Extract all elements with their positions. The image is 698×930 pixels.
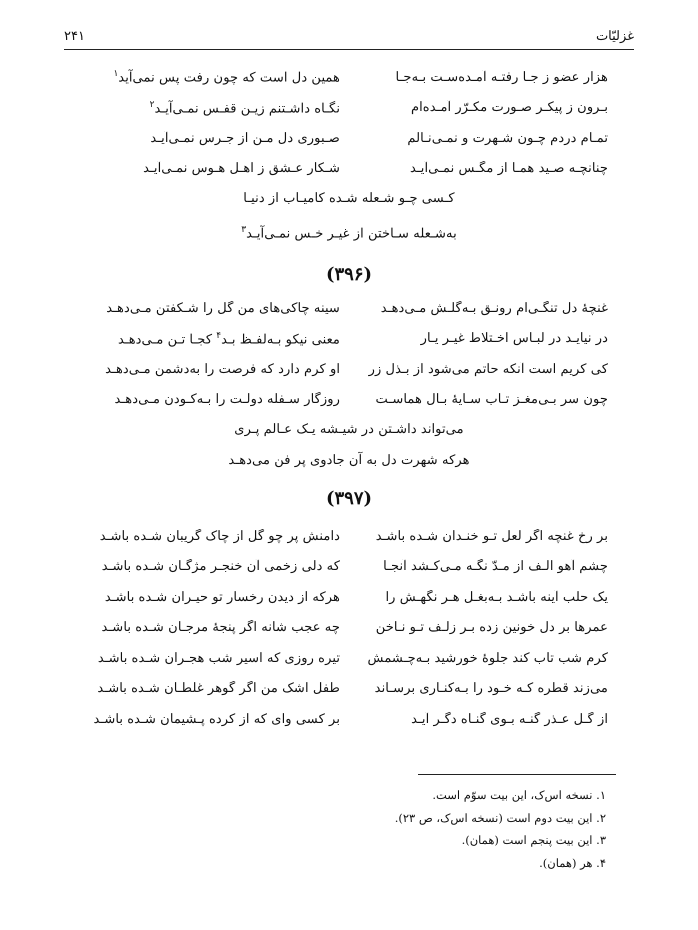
second-hemistich: او کرم دارد که فرصت را به‌دشمن مـی‌دهـد	[105, 361, 340, 377]
first-hemistich: در نیایـد در لبـاس اخـتلاط غیـر یـار	[420, 331, 608, 347]
first-hemistich: تمـام دردم چـون شـهرت و نمـی‌نـالم	[407, 130, 608, 146]
footnote-divider	[418, 774, 616, 775]
first-hemistich: عمرها بر دل خونین زده بـر زلـف تـو نـاخن	[375, 620, 608, 636]
closing-couplet-first: کـسی چـو شـعله شـده کامیـاب از دنیـا	[243, 191, 455, 206]
hemistich-text: نگـاه داشـتنم زیـن قفـس نمـی‌آیـد	[154, 100, 340, 116]
ghazal-397	[90, 521, 608, 735]
couplet	[90, 62, 608, 93]
first-hemistich: بـرون ز پیکـر صـورت مکـرّر آمـده‌ام	[410, 100, 608, 116]
couplet	[90, 704, 608, 735]
closing-couplet-second: هرکه شهرت دل به آن جادوی پر فن می‌دهـد	[228, 452, 470, 468]
second-hemistich: شـکار عـشق ز اهـل هـوس نمـی‌آیـد	[143, 161, 340, 177]
second-hemistich: که دلی زخمی آن خنجـر مژگـان شـده باشـد	[101, 559, 340, 575]
second-hemistich: چه عجب شانه اگر پنجۀ مرجـان شـده باشـد	[101, 620, 340, 636]
couplet	[90, 385, 608, 416]
first-hemistich: چون سر بـی‌مغـز تـاب سـایۀ بـال هماسـت	[375, 392, 608, 408]
couplet	[90, 552, 608, 583]
couplet	[90, 354, 608, 385]
first-hemistich: کی کریم است آنکه حاتم می‌شود از بـذل زر	[368, 361, 608, 377]
hemistich-text: به‌شـعله سـاختن از غیـر خـس نمـی‌آیـد	[246, 225, 457, 241]
first-hemistich: چنانچـه صـید همـا از مگـس نمـی‌آیـد	[410, 161, 608, 177]
second-hemistich: بر کسی وای که از کرده پـشیمان شـده باشـد	[93, 711, 340, 727]
page-number: ۲۴۱	[64, 29, 85, 44]
couplet	[90, 293, 608, 324]
second-hemistich: روزگار سـفله دولـت را بـه‌کـودن مـی‌دهـد	[114, 392, 340, 408]
couplet	[90, 324, 608, 355]
footnote: ۱. نسخه اس‌ک، این بیت سوّم است.	[432, 788, 606, 802]
second-hemistich: دامنش پر چو گل از چاک گریبان شـده باشـد	[99, 528, 340, 544]
ghazal-number: (۳۹۷)	[325, 488, 373, 509]
footnotes	[395, 784, 606, 874]
couplet	[90, 93, 608, 124]
footnote-marker: ۲	[149, 99, 155, 110]
closing-couplet-first: می‌تواند داشـتن در شیـشه یـک عـالم پـری	[234, 422, 464, 437]
footnote: ۳. این بیت پنجم است (همان).	[461, 833, 606, 847]
first-hemistich: غنچۀ دل تنگـی‌ام رونـق بـه‌گلـش مـی‌دهـد	[380, 300, 608, 316]
second-hemistich	[90, 69, 340, 85]
couplet	[90, 521, 608, 552]
first-hemistich: یک حلب آینه باشـد بـه‌بغـل هـر نگهـش را	[385, 589, 608, 605]
second-hemistich: سینه چاکی‌های من گل را شـکفتن مـی‌دهـد	[106, 300, 340, 316]
first-hemistich: می‌زند قطره کـه خـود را بـه‌کنـاری برسـاند	[374, 681, 608, 697]
second-hemistich: تیره روزی که اسیر شب هجـران شـده باشـد	[97, 650, 340, 666]
hemistich-text: معنی نیکو بـه‌لفـظ بـد	[221, 331, 340, 347]
first-hemistich: از گـل عـذر گنـه بـوی گنـاه دگـر آیـد	[411, 711, 608, 727]
running-header	[64, 22, 634, 50]
first-hemistich: بر رخ غنچه اگر لعل تـو خنـدان شـده باشـد	[375, 528, 608, 544]
hemistich-text: کجـا تـن مـی‌دهـد	[117, 331, 217, 347]
couplet	[90, 582, 608, 613]
first-hemistich: چشم آهو الـف از مـدّ نگـه مـی‌کـشد آنجـا	[383, 559, 608, 575]
section-title: غزلیّات	[595, 29, 634, 44]
ghazal-number: (۳۹۶)	[325, 264, 373, 285]
ghazal-continuation	[90, 62, 608, 245]
couplet	[90, 154, 608, 185]
couplet	[90, 123, 608, 154]
footnote-marker: ۴	[216, 330, 222, 341]
couplet	[90, 613, 608, 644]
footnote-marker: ۱	[113, 69, 119, 80]
second-hemistich	[90, 331, 340, 347]
hemistich-text: همین دل است که چون رفت پس نمی‌آید	[118, 70, 340, 86]
ghazal-396	[90, 293, 608, 476]
footnote-marker: ۳	[241, 224, 247, 235]
footnote: ۴. هر (همان).	[539, 855, 606, 870]
first-hemistich: هزار عضو ز جـا رفتـه آمـده‌سـت بـه‌جـا	[395, 69, 608, 85]
second-hemistich: هرکه از دیدن رخسار تو حیـران شـده باشـد	[104, 589, 340, 605]
second-hemistich: صـبوری دل مـن از جـرس نمـی‌آیـد	[150, 130, 340, 146]
footnote: ۲. این بیت دوم است (نسخه اس‌ک، ص ۲۳).	[394, 810, 606, 825]
second-hemistich: طفل اشک من اگر گوهر غلطـان شـده باشـد	[97, 681, 340, 697]
closing-couplet-second	[90, 215, 608, 246]
couplet	[90, 674, 608, 705]
couplet	[90, 643, 608, 674]
first-hemistich: کرم شب تاب کند جلوۀ خورشید بـه‌چـشمش	[367, 650, 608, 666]
second-hemistich	[90, 100, 340, 116]
